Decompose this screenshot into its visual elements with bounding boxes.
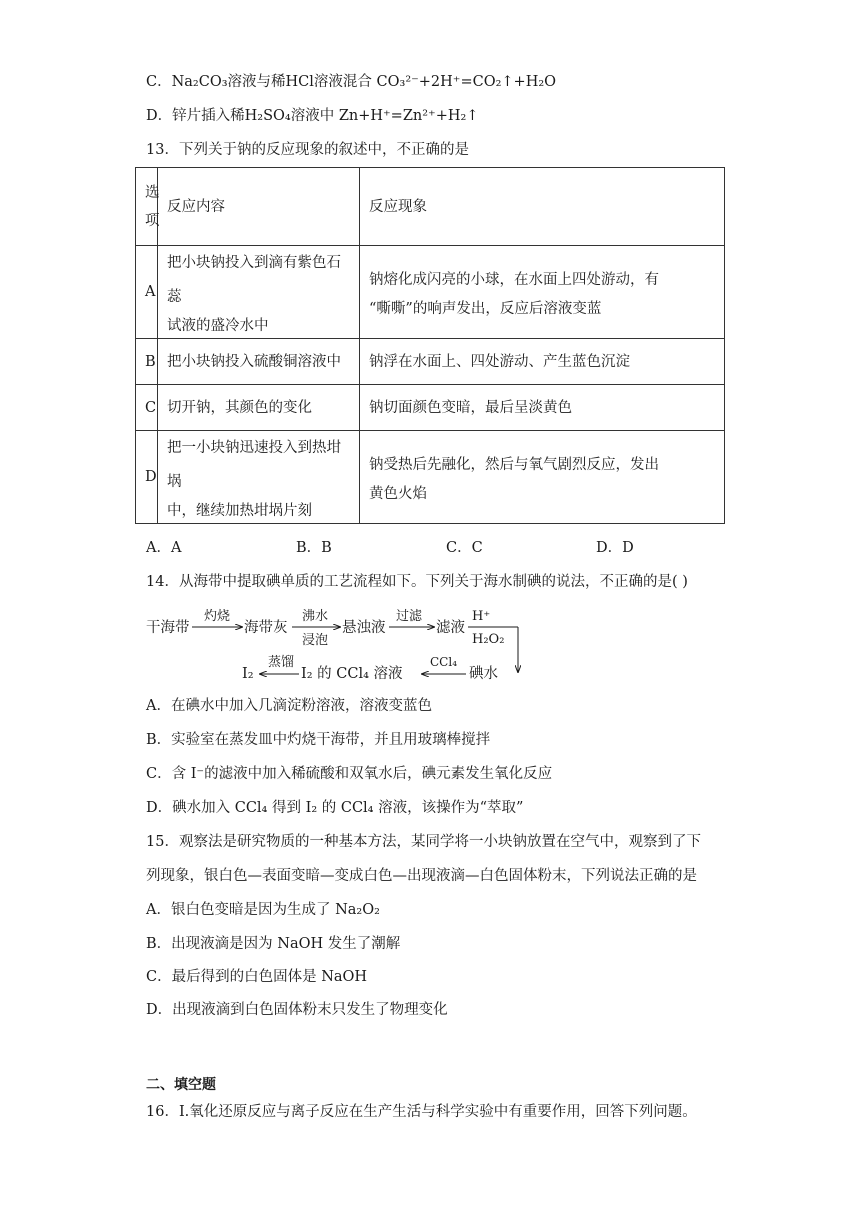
row-phenomenon: 钠浮在水面上、四处游动、产生蓝色沉淀 [360,339,725,385]
header-option: 选项 [136,168,158,246]
phenomenon-line: 黄色火焰 [369,486,427,502]
q14-option-a[interactable]: A．在碘水中加入几滴淀粉溶液，溶液变蓝色 [146,698,432,714]
q14-option-d[interactable]: D．碘水加入 CCl₄ 得到 I₂ 的 CCl₄ 溶液，该操作为“萃取” [146,800,524,816]
q13-choice-d[interactable]: D．D [596,540,634,556]
q15-stem-line1: 15．观察法是研究物质的一种基本方法，某同学将一小块钠放置在空气中，观察到了下 [146,834,701,850]
flow-node-iodine: I₂ [242,666,254,682]
content-line: 中，继续加热坩埚片刻 [167,503,312,519]
q14-option-c[interactable]: C．含 I⁻的滤液中加入稀硫酸和双氧水后，碘元素发生氧化反应 [146,766,553,782]
q13-choice-c[interactable]: C．C [446,540,483,556]
q12-option-c: C．Na₂CO₃溶液与稀HCl溶液混合 CO₃²⁻+2H⁺=CO₂↑+H₂O [146,74,557,90]
table-row [136,431,725,524]
header-content: 反应内容 [158,168,360,246]
row-option: A [136,246,158,339]
row-option: C [136,385,158,431]
row-content: 切开钠，其颜色的变化 [158,385,360,431]
table-row [136,246,725,339]
q12-option-d: D．锌片插入稀H₂SO₄溶液中 Zn+H⁺=Zn²⁺+H₂↑ [146,108,479,124]
row-phenomenon [360,431,725,524]
phenomenon-line: 钠熔化成闪亮的小球，在水面上四处游动，有 [369,272,659,288]
q15-option-d[interactable]: D．出现液滴到白色固体粉末只发生了物理变化 [146,1002,448,1018]
q15-option-c[interactable]: C．最后得到的白色固体是 NaOH [146,969,368,985]
flow-node-filtrate: 滤液 [436,620,465,636]
flow-label-ccl4: CCl₄ [430,655,458,669]
row-phenomenon [360,246,725,339]
flow-node-i2-ccl4-solution: I₂ 的 CCl₄ 溶液 [301,666,403,682]
flow-label-distill: 蒸馏 [268,655,295,670]
flow-node-dry-kelp: 干海带 [146,620,190,636]
flow-node-suspension: 悬浊液 [342,620,386,636]
q15-option-b[interactable]: B．出现液滴是因为 NaOH 发生了潮解 [146,936,401,952]
flow-label-burn: 灼烧 [204,609,231,624]
flow-label-h-plus: H⁺ [472,609,491,624]
flow-label-boiling-water: 沸水 [302,609,329,624]
flow-node-iodine-water: 碘水 [469,666,498,682]
flow-label-h2o2: H₂O₂ [472,632,505,647]
flow-label-soak: 浸泡 [302,633,329,648]
phenomenon-line: “嘶嘶”的响声发出，反应后溶液变蓝 [369,301,602,317]
q13-choice-b[interactable]: B．B [296,540,332,556]
row-option: B [136,339,158,385]
q15-stem-line2: 列现象，银白色—表面变暗—变成白色—出现液滴—白色固体粉末，下列说法正确的是 [146,868,697,884]
table-row [136,339,725,385]
content-line: 试液的盛冷水中 [167,318,269,334]
content-line: 把一小块钠迅速投入到热坩埚 [167,440,341,490]
section-heading-fill-in: 二、填空题 [146,1077,216,1093]
row-content [158,431,360,524]
q14-option-b[interactable]: B．实验室在蒸发皿中灼烧干海带，并且用玻璃棒搅拌 [146,732,491,748]
row-content [158,246,360,339]
q14-stem: 14．从海带中提取碘单质的工艺流程如下。下列关于海水制碘的说法，不正确的是( ) [146,574,688,590]
q13-choice-a[interactable]: A．A [146,540,182,556]
q13-stem: 13．下列关于钠的反应现象的叙述中，不正确的是 [146,142,469,158]
phenomenon-line: 钠受热后先融化，然后与氧气剧烈反应，发出 [369,457,659,473]
header-phenomenon: 反应现象 [360,168,725,246]
q15-option-a[interactable]: A．银白色变暗是因为生成了 Na₂O₂ [146,902,380,918]
flow-label-filter: 过滤 [396,609,423,624]
iodine-process-flow-diagram [146,602,526,684]
flow-node-kelp-ash: 海带灰 [244,620,288,636]
q16-stem: 16．I.氧化还原反应与离子反应在生产生活与科学实验中有重要作用，回答下列问题。 [146,1104,697,1120]
row-content: 把小块钠投入硫酸铜溶液中 [158,339,360,385]
table-header-row [136,168,725,246]
q13-table [135,167,725,524]
content-line: 把小块钠投入到滴有紫色石蕊 [167,255,341,305]
row-phenomenon: 钠切面颜色变暗，最后呈淡黄色 [360,385,725,431]
table-row [136,385,725,431]
row-option: D [136,431,158,524]
